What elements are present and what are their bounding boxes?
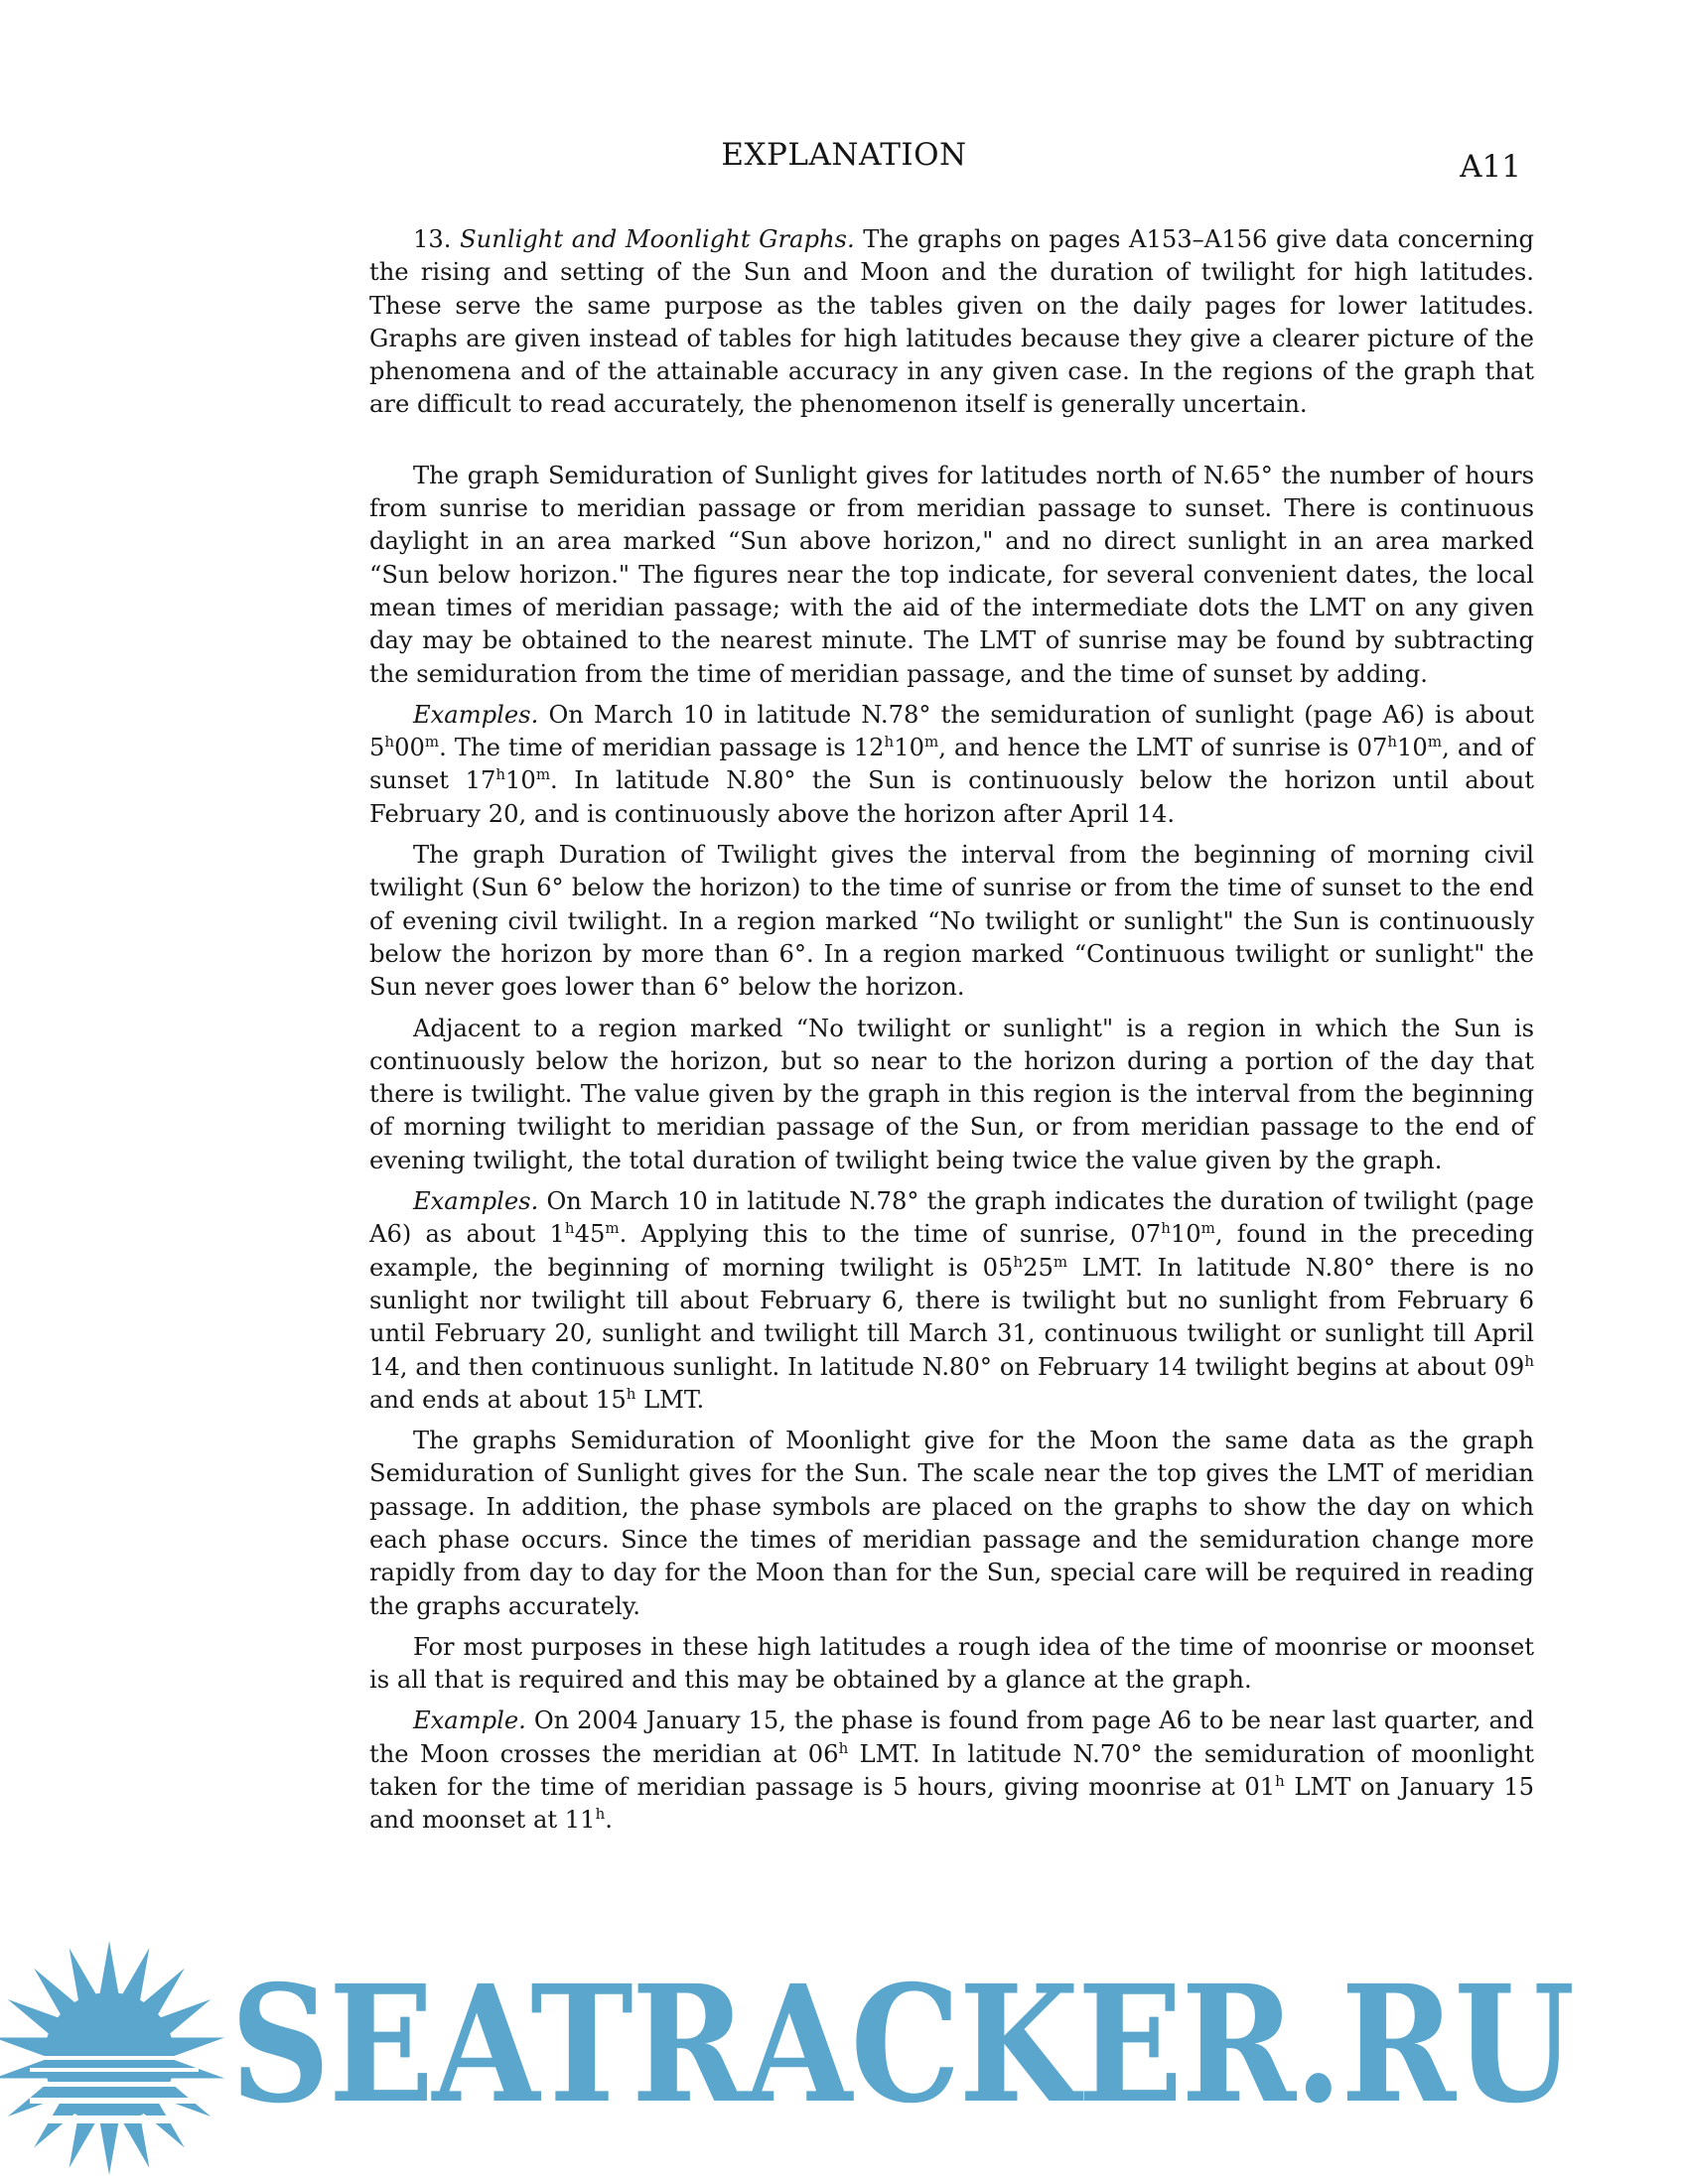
paragraph-adjacent-region: Adjacent to a region marked “No twilight or sunlight" is a region in which the Sun is continuously below the horizon, but so near to the horizon during a portion of the day that there is twilight. The value given by the graph in this region is the interval from the beginning of morning twilight to meridian passage of the Sun, or from meridian passage to the end of evening twilight, the total duration of twilight being twice the value given by the graph. — [369, 1014, 1534, 1174]
page-header — [0, 137, 1688, 187]
paragraph-rough-idea: For most purposes in these high latitudes a rough idea of the time of moonrise or moonset is all that is required and this may be obtained by a glance at the graph. — [369, 1632, 1534, 1695]
paragraph-sunlight-examples: Examples. On March 10 in latitude N.78° the semiduration of sunlight (page A6) is about 5$^h$00$^m$. The time of meridian passage is 12$^h$10$^m$, and hence the LMT of sunrise is 07$^h$10$^m$, and of sunset 17$^h$10$^m$. In latitude N.80° the Sun is continuously below the horizon until about February 20, and is continuously above the horizon after April 14. — [369, 700, 1535, 828]
paragraph-semiduration-moonlight: The graphs Semiduration of Moonlight give for the Moon the same data as the graph Semiduration of Sunlight gives for the Sun. The scale near the top gives the LMT of meridian passage. In addition, the phase symbols are placed on the graphs to show the day on which each phase occurs. Since the times of meridian passage and the semiduration change more rapidly from day to day for the Moon than for the Sun, special care will be required in reading the graphs accurately. — [369, 1427, 1534, 1620]
document-body — [369, 223, 1534, 1845]
paragraph-duration-twilight: The graph Duration of Twilight gives the interval from the beginning of morning civil twilight (Sun 6° below the horizon) to the time of sunrise or from the time of sunset to the end of evening civil twilight. In a region marked “No twilight or sunlight" the Sun is continuously below the horizon by more than 6°. In a region marked “Continuous twilight or sunlight" the Sun never goes lower than 6° below the horizon. — [369, 841, 1534, 1002]
watermark-text: SEATRACKER.RU — [230, 1951, 1574, 2139]
page-number: A11 — [1460, 149, 1521, 185]
paragraph-semiduration-sunlight: The graph Semiduration of Sunlight gives for latitudes north of N.65° the number of hours from sunrise to meridian passage or from meridian passage to sunset. There is continuous daylight in an area marked “Sun above horizon," and no direct sunlight in an area marked “Sun below horizon." The figures near the top indicate, for several convenient dates, the local mean times of meridian passage; with the aid of the intermediate dots the LMT on any given day may be obtained to the nearest minute. The LMT of sunrise may be found by subtracting the semiduration from the time of meridian passage, and the time of sunset by adding. — [369, 461, 1534, 688]
page-title: EXPLANATION — [721, 137, 967, 173]
paragraph-moon-example: Example. On 2004 January 15, the phase is found from page A6 to be near last quarter, and the Moon crosses the meridian at 06$^h$ LMT. In latitude N.70° the semiduration of moonlight taken for the time of meridian passage is 5 hours, giving moonrise at 01$^h$ LMT on January 15 and moonset at 11$^h$. — [369, 1706, 1535, 1835]
section-13-paragraph: 13. Sunlight and Moonlight Graphs. The graphs on pages A153–A156 give data concerning the rising and setting of the Sun and Moon and the duration of twilight for high latitudes. These serve the same purpose as the tables given on the daily pages for lower latitudes. Graphs are given instead of tables for high latitudes because they give a clearer picture of the phenomena and of the attainable accuracy in any given case. In the regions of the graph that are difficult to read accurately, the phenomenon itself is generally uncertain. — [369, 225, 1535, 419]
section-number: 13. — [413, 225, 452, 253]
watermark — [0, 1931, 1688, 2184]
section-title: Sunlight and Moonlight Graphs. — [460, 225, 855, 253]
sun-logo-icon — [0, 1931, 228, 2184]
paragraph-twilight-examples: Examples. On March 10 in latitude N.78° the graph indicates the duration of twilight (page A6) as about 1$^h$45$^m$. Applying this to the time of sunrise, 07$^h$10$^m$, found in the preceding example, the beginning of morning twilight is 05$^h$25$^m$ LMT. In latitude N.80° there is no sunlight nor twilight till about February 6, there is twilight but no sunlight from February 6 until February 20, sunlight and twilight till March 31, continuous twilight or sunlight till April 14, and then continuous sunlight. In latitude N.80° on February 14 twilight begins at about 09$^h$ and ends at about 15$^h$ LMT. — [369, 1187, 1534, 1414]
